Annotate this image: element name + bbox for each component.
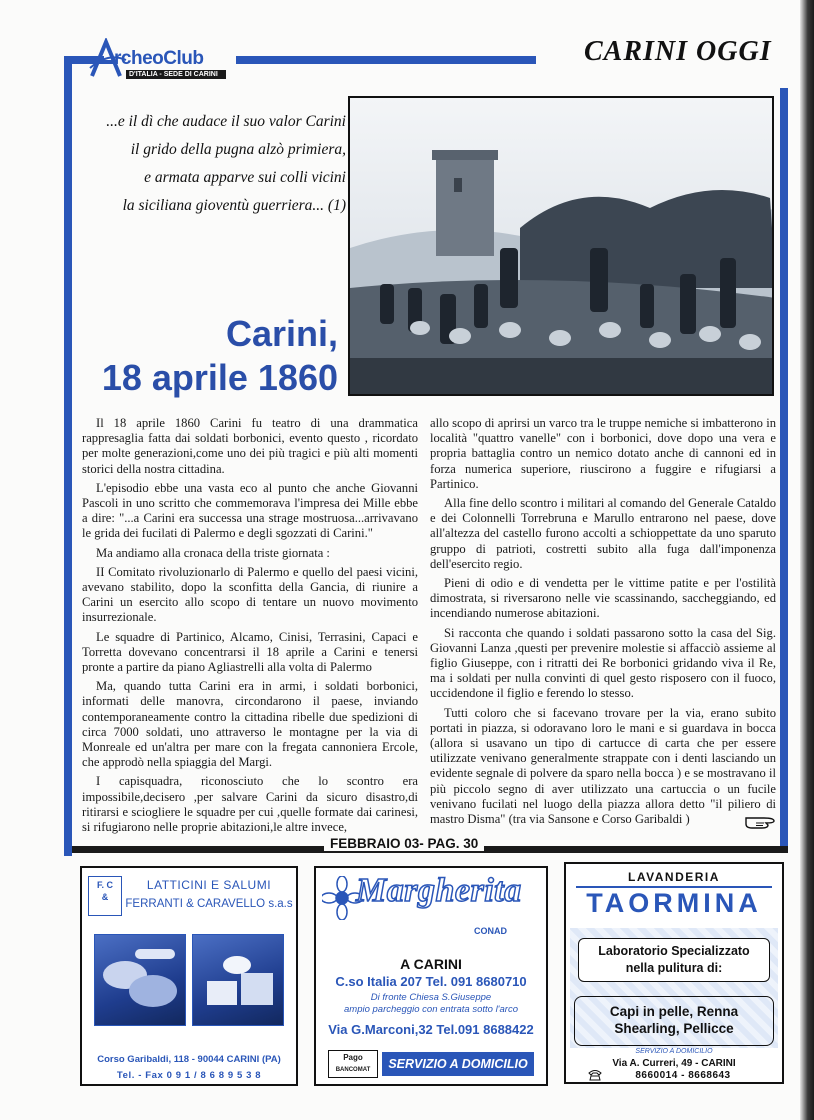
- badge-text: F. C: [96, 880, 113, 890]
- frame-top-line: [236, 56, 536, 64]
- ferranti-caravello-logo: [88, 876, 122, 916]
- badge-text: &: [101, 892, 109, 902]
- article-paragraph: Il 18 aprile 1860 Carini fu teatro di una drammatica rappresaglia fatta dai soldati borbonici, evento questo , ricordato per molte generazioni,come uno dei più tragici e più alti momenti storici della nostra cittadina.: [82, 416, 418, 476]
- article-paragraph: Tutti coloro che si facevano trovare per la via, erano subito portati in piazza, si odoravano loro le mani e si guardava in bocca (allora si usavano un tipo di cartucce di carta che per essere utilizzate venivano generalmente strappate con i denti lasciando un evidente segnale di polvere da sparo nella bocca ) e se mostravano il più piccolo segno di aver utilizzato una cartuccia o un fucile venivano fucilati nel luogo della piazza allora detto "il piliero di mastro Disma" (tra via Sansone e Corso Garibaldi ): [430, 705, 776, 827]
- poem-line: il grido della pugna alzò primiera,: [130, 141, 346, 158]
- margherita-brand: Margherita: [356, 872, 522, 909]
- article-paragraph: Le squadre di Partinico, Alcamo, Cinisi, Terrasini, Capaci e Torretta dovevano concentrarsi il 18 aprile a Carini e tenersi pronte a partire da piano Agliastrelli alla volta di Palermo: [82, 629, 418, 675]
- scan-edge: [800, 0, 814, 1120]
- pointing-hand-icon: [744, 812, 776, 835]
- headline-line: Carini,: [225, 313, 338, 354]
- home-delivery-banner: SERVIZIO A DOMICILIO: [382, 1052, 534, 1076]
- article-paragraph: allo scopo di aprirsi un varco tra le truppe nemiche si imbatterono in località "quattro vanelle" con i borbonici, dove dopo una vera e propria battaglia contro un nemico dotato anche di cannoni ed in forza numerica superiore, riuscirono a fuggire e rifugiarsi a Partinico.: [430, 416, 776, 491]
- ad-box-text: Laboratorio Specializzato: [598, 944, 750, 958]
- frame-left-line: [64, 56, 72, 856]
- ad-category: LAVANDERIA: [628, 870, 720, 884]
- formaggi-photo: [192, 934, 284, 1026]
- masthead-title: CARINI OGGI: [584, 36, 772, 67]
- historical-photo: [348, 96, 774, 396]
- conad-label: CONAD: [474, 926, 507, 936]
- article-paragraph: Ma, quando tutta Carini era in armi, i soldati borbonici, informati delle manovra, circondarono il paese, inviando contemporaneamente contro la cittadina ribelle due spedizioni di circa 7000 soldati, uno attraverso le montagne per la via di Monreale ed un'altra per mare con la fregata cannoniera Ercole, che approdò nella spiaggia del Margi.: [82, 679, 418, 770]
- ad-city: A CARINI: [400, 956, 462, 972]
- ad-address: Corso Garibaldi, 118 - 90044 CARINI (PA): [97, 1054, 281, 1065]
- ad-lavanderia-taormina: [564, 862, 784, 1084]
- article-paragraph: Si racconta che quando i soldati passarono sotto la casa del Sig. Giovanni Lanza ,questi per prevenire molestie si affacciò assieme al figlio Giuseppe, con i ritratti dei Re borbonici gridando viva il Re, ma i soldati per nulla convinti di quel gesto risposero con il fuoco, uccidendone il figlio e ferendo lo stesso.: [430, 625, 776, 701]
- bancomat-text: BANCOMAT: [335, 1067, 371, 1073]
- ad-margherita-conad: [314, 866, 548, 1086]
- article-headline: [80, 312, 338, 400]
- headline-line: 18 aprile 1860: [101, 357, 338, 398]
- ad-small-note: SERVIZIO A DOMICILIO: [635, 1048, 713, 1055]
- page-footer-label: FEBBRAIO 03- PAG. 30: [324, 836, 484, 851]
- logo-subtitle: D'ITALIA - SEDE DI CARINI: [126, 70, 226, 79]
- article-paragraph: Ma andiamo alla cronaca della triste giornata :: [96, 545, 330, 560]
- ad-telephone: Tel. - Fax 0 9 1 / 8 6 8 9 5 3 8: [116, 1070, 262, 1081]
- battle-scene-illustration: [350, 98, 774, 396]
- ad-box-text: nella pulitura di:: [625, 961, 723, 975]
- ad-note: Di fronte Chiesa S.Giuseppe: [370, 992, 492, 1003]
- ad-company: FERRANTI & CARAVELLO s.a.s: [125, 898, 293, 910]
- article-paragraph: I capisquadra, riconosciuto che lo scontro era impossibile,decisero ,per salvare Carini da sicuro disastro,di ritirarsi e sciogliere le squadre per cui ,quelle formate dai carinesi, si rifugiarono nelle proprie abitazioni,le altre invece,: [82, 774, 418, 835]
- ad-specialty-box: [578, 938, 770, 982]
- ad-note: ampio parcheggio con entrata sotto l'arco: [344, 1004, 518, 1015]
- logo-name: rcheoClub: [114, 48, 204, 69]
- ad-address-2: Via G.Marconi,32 Tel.091 8688422: [328, 1022, 534, 1037]
- archeoclub-logo: [88, 38, 238, 78]
- castle-tower-shape: [436, 156, 494, 256]
- ad-address-1: C.so Italia 207 Tel. 091 8680710: [335, 974, 527, 989]
- pagobancomat-logo: [328, 1050, 378, 1078]
- ad-box-text: Capi in pelle, Renna: [609, 1004, 739, 1019]
- poem-line: la siciliana gioventù guerriera... (1): [122, 197, 346, 214]
- ad-services-box: [574, 996, 774, 1046]
- article-column-right: [430, 416, 776, 831]
- poem-line: ...e il dì che audace il suo valor Carini: [106, 113, 346, 130]
- article-column-left: [82, 416, 418, 839]
- ad-latticini-salumi: [80, 866, 298, 1086]
- ad-title: LATTICINI E SALUMI: [146, 878, 272, 892]
- frame-right-line: [780, 88, 788, 848]
- article-paragraph: Pieni di odio e di vendetta per le vittime patite e per l'ostilità dimostrata, si riversarono nelle vie scassinando, saccheggiando, ed incendiando numerose abitazioni.: [430, 576, 776, 621]
- article-paragraph: L'episodio ebbe una vasta eco al punto che anche Giovanni Pascoli in uno scritto che commemorava l'impresa dei Mille ebbe a dire: "...a Carini era successa una strage mostruosa...arrivavano le grida dei fucilati di Palermo e degli sgozzati di Carini.": [82, 480, 418, 541]
- ad-box-text: Shearling, Pellicce: [614, 1021, 734, 1036]
- poem-line: e armata apparve sui colli vicini: [144, 169, 346, 186]
- ad-address: Via A. Curreri, 49 - CARINI: [612, 1058, 736, 1069]
- article-paragraph: II Comitato rivoluzionarlo di Palermo e quello del paesi vicini, avevano stabilito, dopo la sconfitta della Gancia, di riunire a Carini un esercito allo scopo di tentare un nuovo movimento insurrezionale.: [82, 564, 418, 625]
- article-paragraph: Alla fine dello scontro i militari al comando del Generale Cataldo e dei Colonnelli Torrebruna e Marullo entrarono nel paese, dove all'altezza del castello furono accolti a schioppettate da uno sparuto gruppo di patrioti, costretti subito alla fuga dall'imponenza dell'esercito regio.: [430, 496, 776, 571]
- salumi-photo: [94, 934, 186, 1026]
- pago-text: Pago: [343, 1053, 363, 1062]
- poem-quote: [96, 108, 346, 220]
- taormina-brand: TAORMINA: [586, 888, 762, 918]
- ad-telephone: 8660014 - 8668643: [635, 1070, 731, 1081]
